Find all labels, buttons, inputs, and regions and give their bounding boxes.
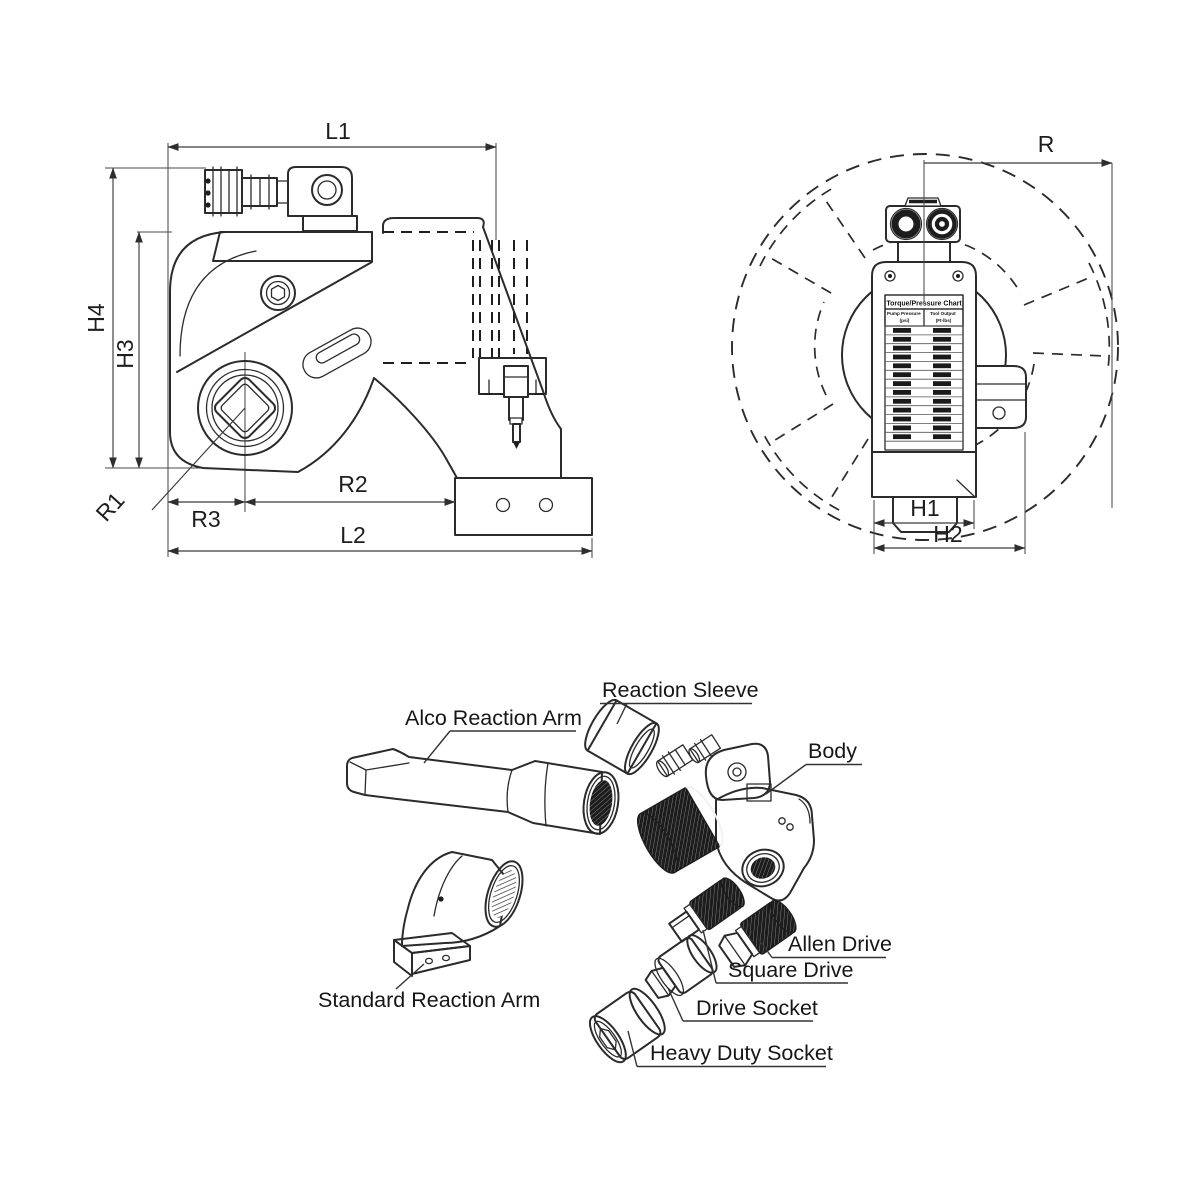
reaction-pad bbox=[455, 478, 592, 535]
dim-label-r1: R1 bbox=[90, 487, 130, 527]
dim-label-r2: R2 bbox=[338, 471, 368, 497]
plate-col1-line2: (psi) bbox=[899, 318, 910, 323]
dim-label-l1: L1 bbox=[325, 118, 351, 144]
label-body: Body bbox=[808, 739, 858, 763]
rear-view bbox=[732, 131, 1118, 554]
label-square-drive: Square Drive bbox=[728, 958, 854, 982]
dim-label-l2: L2 bbox=[340, 522, 366, 548]
label-drive-socket: Drive Socket bbox=[696, 996, 818, 1020]
plate-col2-line1: Tool Output bbox=[930, 311, 956, 316]
alco-reaction-arm-part bbox=[347, 749, 623, 836]
body-part bbox=[630, 733, 814, 901]
wrench-head bbox=[170, 232, 457, 478]
cylinder-housing bbox=[383, 218, 561, 478]
body-couplers bbox=[653, 733, 771, 801]
reaction-sleeve-part bbox=[579, 695, 665, 778]
plate-col1-line1: Pump Pressure bbox=[887, 311, 921, 316]
torque-pressure-plate bbox=[885, 295, 963, 450]
label-alco-reaction-arm: Alco Reaction Arm bbox=[405, 706, 582, 730]
dim-label-h2: H2 bbox=[933, 521, 963, 547]
hex-screw-icon bbox=[272, 286, 285, 301]
square-drive-part bbox=[666, 875, 749, 947]
plate-title: Torque/Pressure Chart bbox=[886, 300, 962, 308]
dim-label-r: R bbox=[1037, 131, 1055, 157]
hydraulic-couplers bbox=[205, 167, 357, 231]
dim-label-r3: R3 bbox=[191, 506, 221, 532]
rear-square-drive bbox=[976, 366, 1026, 428]
dim-label-h1: H1 bbox=[910, 495, 940, 521]
label-standard-reaction-arm: Standard Reaction Arm bbox=[318, 988, 541, 1012]
plate-col2-line2: (Ft-lbs) bbox=[935, 318, 952, 323]
label-allen-drive: Allen Drive bbox=[788, 932, 892, 956]
exploded-view bbox=[318, 678, 892, 1068]
pawl-slot bbox=[298, 323, 376, 382]
rear-body bbox=[842, 198, 1026, 532]
label-heavy-duty-socket: Heavy Duty Socket bbox=[650, 1041, 833, 1065]
label-reaction-sleeve: Reaction Sleeve bbox=[602, 678, 759, 702]
dim-label-h4: H4 bbox=[83, 303, 109, 333]
standard-reaction-arm-part bbox=[394, 852, 530, 976]
dim-label-h3: H3 bbox=[112, 339, 138, 369]
side-view bbox=[83, 118, 592, 558]
